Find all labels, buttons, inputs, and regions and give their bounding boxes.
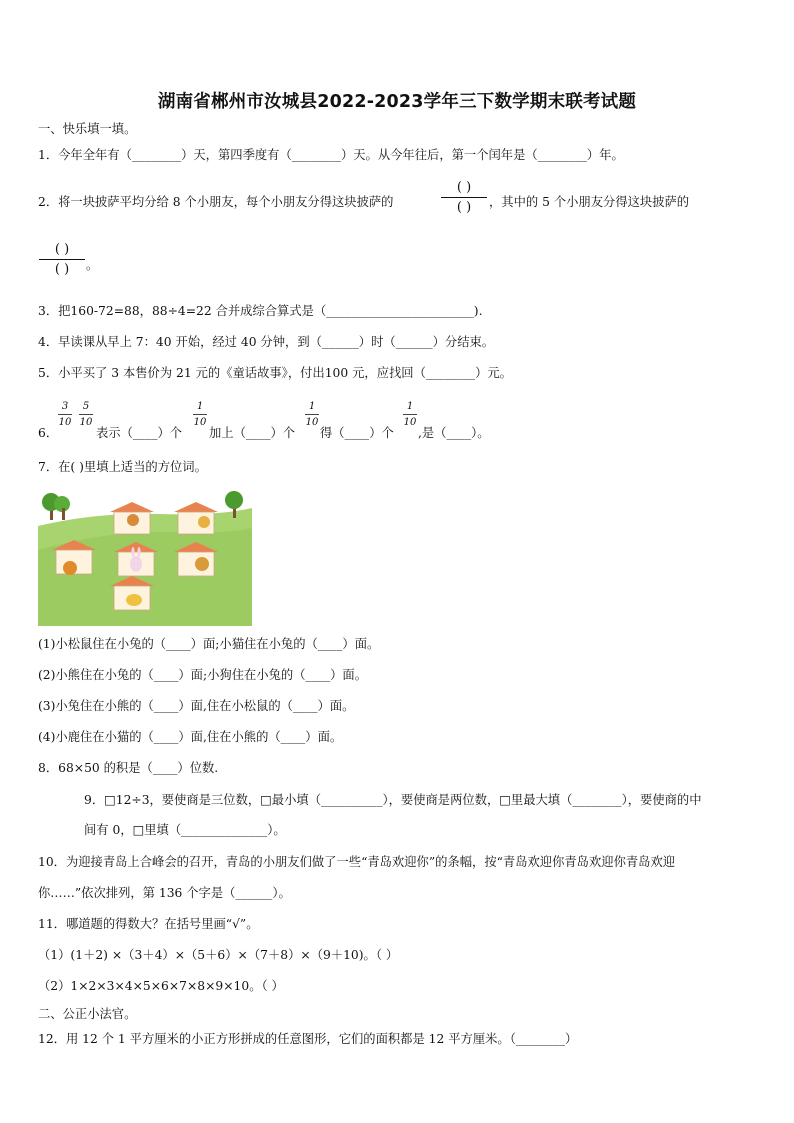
fraction-numerator: 1 — [308, 401, 316, 412]
fraction-blank-numerator: ( ) — [456, 180, 472, 195]
fraction-numerator: 3 — [61, 401, 69, 412]
question-5: 5．小平买了 3 本售价为 21 元的《童话故事》，付出100 元，应找回（________）元。 — [38, 366, 512, 380]
animal-houses-illustration — [38, 490, 252, 626]
question-7: 7．在( )里填上适当的方位词。 — [38, 460, 207, 474]
question-10-line-2: 你……”依次排列，第 136 个字是（______）。 — [38, 886, 291, 900]
fraction-denominator: 10 — [305, 417, 319, 428]
question-2-part-b: ，其中的 5 个小朋友分得这块披萨的 — [489, 195, 690, 209]
question-7-3: (3)小兔住在小熊的（____）面,住在小松鼠的（____）面。 — [38, 699, 355, 713]
question-11-1: （1）(1＋2) ×（3＋4）×（5＋6）×（7＋8）×（9＋10)。（ ） — [38, 948, 399, 962]
section-heading-1: 一、快乐填一填。 — [38, 122, 137, 136]
fraction-5-10 — [78, 401, 94, 429]
question-6-text-3: 得（____）个 — [320, 426, 394, 440]
fraction-blank-1 — [440, 179, 488, 216]
question-11-2: （2）1×2×3×4×5×6×7×8×9×10。（ ） — [38, 979, 284, 993]
question-2-part-a: 2．将一块披萨平均分给 8 个小朋友，每个小朋友分得这块披萨的 — [38, 195, 394, 209]
fraction-bar — [58, 414, 72, 415]
page-title: 湖南省郴州市汝城县2022-2023学年三下数学期末联考试题 — [157, 92, 637, 112]
fraction-denominator: 10 — [403, 417, 417, 428]
section-heading-2: 二、公正小法官。 — [38, 1007, 137, 1021]
fraction-3-10 — [57, 401, 73, 429]
question-9-line-1: 9．□12÷3，要使商是三位数，□最小填（__________），要使商是两位数，□里最大填（________），要使商的中 — [84, 793, 702, 807]
fraction-blank-denominator: ( ) — [456, 200, 472, 215]
question-4: 4．早读课从早上 7：40 开始，经过 40 分钟，到（______）时（______）分结束。 — [38, 335, 495, 349]
question-1: 1．今年全年有（________）天，第四季度有（________）天。从今年往后，第一个闰年是（________）年。 — [38, 148, 624, 162]
question-6-prefix: 6． — [38, 426, 59, 440]
fraction-numerator: 1 — [196, 401, 204, 412]
question-9-line-2: 间有 0，□里填（______________）。 — [84, 823, 286, 837]
question-6-text-2: 加上（____）个 — [209, 426, 296, 440]
fraction-bar — [193, 414, 207, 415]
fraction-numerator: 5 — [82, 401, 90, 412]
fraction-1-10 — [192, 401, 208, 429]
question-2-end: 。 — [86, 258, 99, 272]
fraction-bar — [39, 259, 85, 260]
fraction-bar — [403, 414, 417, 415]
fraction-1-10 — [304, 401, 320, 429]
question-10-line-1: 10．为迎接青岛上合峰会的召开，青岛的小朋友们做了一些“青岛欢迎你”的条幅，按“青岛欢迎你青岛欢迎你青岛欢迎 — [38, 855, 676, 869]
question-6-text-4: ,是（____）。 — [418, 426, 490, 440]
fraction-blank-denominator: ( ) — [54, 262, 70, 277]
fraction-1-10 — [402, 401, 418, 429]
question-7-4: (4)小鹿住在小猫的（____）面,住在小熊的（____）面。 — [38, 730, 343, 744]
question-11: 11．哪道题的得数大？在括号里画“√”。 — [38, 917, 259, 931]
fraction-blank-numerator: ( ) — [54, 242, 70, 257]
fraction-numerator: 1 — [406, 401, 414, 412]
question-8: 8．68×50 的积是（____）位数. — [38, 761, 219, 775]
fraction-denominator: 10 — [193, 417, 207, 428]
fraction-bar — [79, 414, 93, 415]
question-7-2: (2)小熊住在小兔的（____）面;小狗住在小兔的（____）面。 — [38, 668, 367, 682]
fraction-denominator: 10 — [58, 417, 72, 428]
question-7-1: (1)小松鼠住在小兔的（____）面;小猫住在小兔的（____）面。 — [38, 637, 380, 651]
question-3: 3．把160-72=88，88÷4=22 合并成综合算式是（________________________). — [38, 304, 483, 318]
fraction-bar — [441, 197, 487, 198]
question-6-text-1: 表示（____）个 — [96, 426, 183, 440]
fraction-blank-2 — [38, 241, 86, 278]
fraction-denominator: 10 — [79, 417, 93, 428]
fraction-bar — [305, 414, 319, 415]
question-12: 12．用 12 个 1 平方厘米的小正方形拼成的任意图形，它们的面积都是 12 平方厘米。（________） — [38, 1032, 578, 1046]
